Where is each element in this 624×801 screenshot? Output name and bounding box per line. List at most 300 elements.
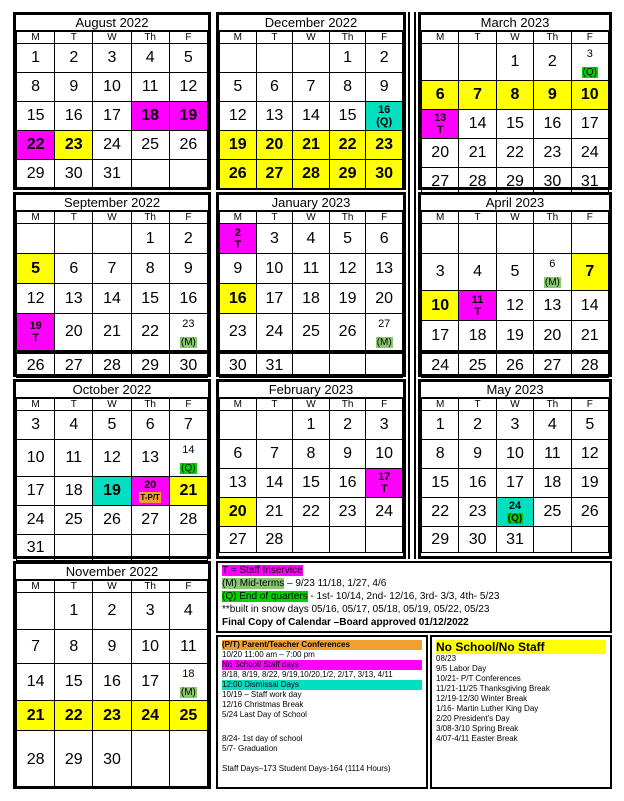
empty-cell <box>220 44 257 73</box>
day-cell: 30 <box>55 160 93 189</box>
day-cell-end-of-quarter <box>169 440 207 477</box>
day-cell: 10 <box>131 630 169 664</box>
dow-label: T <box>55 581 93 593</box>
day-cell: 16 <box>459 469 496 498</box>
day-cell-midterm <box>169 664 207 701</box>
day-cell: 13 <box>534 291 571 321</box>
day-cell: 14 <box>256 469 293 498</box>
day-cell-no-school: 22 <box>329 131 366 160</box>
month-title: November 2022 <box>16 564 208 580</box>
day-cell: 2 <box>55 44 93 73</box>
snow-days-note: **built in snow days 05/16, 05/17, 05/18, 05/19, 05/22, 05/23 <box>222 604 490 615</box>
inservice-mark: T <box>474 305 481 318</box>
day-cell: 1 <box>131 224 169 254</box>
day-cell: 12 <box>93 440 131 477</box>
dow-label: F <box>571 212 608 224</box>
dismissal-item: 10/19 – Staff work day <box>222 690 302 699</box>
empty-cell <box>256 411 293 440</box>
day-cell: 8 <box>293 440 330 469</box>
day-cell: 31 <box>571 168 608 197</box>
day-cell: 4 <box>131 44 169 73</box>
day-cell-no-school: 9 <box>534 81 571 110</box>
day-cell: 30 <box>459 527 496 553</box>
day-cell: 13 <box>55 284 93 314</box>
staff-days-key: No School/ Staff days <box>222 660 422 670</box>
day-cell: 6 <box>131 411 169 440</box>
no-school-item: 9/5 Labor Day <box>436 664 487 673</box>
day-cell: 30 <box>93 731 131 789</box>
graduation-note: 5/7- Graduation <box>222 744 278 753</box>
month-title: February 2023 <box>219 382 403 398</box>
day-cell: 26 <box>93 506 131 535</box>
dow-label: F <box>169 212 207 224</box>
empty-cell <box>17 593 55 630</box>
inservice-mark: T <box>436 124 444 136</box>
dow-label: F <box>571 399 608 411</box>
day-cell: 17 <box>571 110 608 139</box>
day-cell: 17 <box>93 102 131 131</box>
day-cell: 15 <box>131 284 169 314</box>
day-cell-no-school: 5 <box>17 254 55 284</box>
month-grid <box>16 398 208 561</box>
day-cell: 28 <box>571 354 608 378</box>
empty-cell <box>496 224 533 254</box>
dow-label: Th <box>329 399 366 411</box>
empty-cell <box>459 44 496 81</box>
empty-cell <box>534 224 571 254</box>
empty-cell <box>329 354 366 378</box>
day-cell: 2 <box>169 224 207 254</box>
pt-conference-key: (P/T) Parent/Teacher Conferences <box>222 640 422 650</box>
day-cell: 15 <box>422 469 459 498</box>
month-title: August 2022 <box>16 15 208 31</box>
dow-label: W <box>93 581 131 593</box>
staff-days-dates: 8/18, 8/19, 8/22, 9/19,10/20,1/2, 2/17, 3/13, 4/11 <box>222 670 393 679</box>
day-cell: 26 <box>329 314 366 351</box>
day-cell: 7 <box>17 630 55 664</box>
day-cell-no-school: 7 <box>571 254 608 291</box>
midterms-dates: – 9/23 11/18, 1/27, 4/6 <box>284 578 387 589</box>
day-cell: 2 <box>534 44 571 81</box>
dow-label: W <box>93 32 131 44</box>
dow-label: Th <box>131 212 169 224</box>
month-march-2023 <box>418 12 612 190</box>
day-cell: 7 <box>93 254 131 284</box>
month-grid <box>219 211 403 351</box>
no-school-item: 12/19-12/30 Winter Break <box>436 694 528 703</box>
day-cell: 23 <box>329 498 366 527</box>
day-cell-conference <box>131 477 169 506</box>
dow-label: Th <box>534 212 571 224</box>
day-cell: 3 <box>131 593 169 630</box>
day-cell: 20 <box>534 321 571 351</box>
month-grid <box>16 31 208 189</box>
day-cell: 22 <box>131 314 169 351</box>
day-cell: 6 <box>256 73 293 102</box>
month-november-2022 <box>13 561 211 789</box>
day-number: 27 <box>378 318 391 330</box>
month-title: March 2023 <box>421 15 609 31</box>
dow-label: W <box>293 399 330 411</box>
day-cell-no-school: 21 <box>17 701 55 731</box>
dow-label: F <box>571 32 608 44</box>
day-cell-staff-inservice <box>366 469 403 498</box>
day-cell: 8 <box>131 254 169 284</box>
dow-label: M <box>422 212 459 224</box>
dow-label: T <box>256 399 293 411</box>
day-cell: 7 <box>293 73 330 102</box>
day-cell: 3 <box>17 411 55 440</box>
legend-key-box <box>216 635 428 789</box>
day-cell: 10 <box>256 254 293 284</box>
legend-line <box>222 590 606 603</box>
day-cell: 17 <box>422 321 459 351</box>
day-cell: 4 <box>55 411 93 440</box>
day-cell-no-school: 23 <box>93 701 131 731</box>
empty-cell <box>169 731 207 789</box>
day-cell: 18 <box>55 477 93 506</box>
dow-label: Th <box>131 32 169 44</box>
month-grid-last-row <box>16 353 208 378</box>
dow-label: Th <box>131 581 169 593</box>
day-cell: 22 <box>293 498 330 527</box>
empty-cell <box>220 411 257 440</box>
dow-label: F <box>366 32 403 44</box>
day-cell: 8 <box>55 630 93 664</box>
dow-label: T <box>55 32 93 44</box>
empty-cell <box>131 160 169 189</box>
dow-label: M <box>422 32 459 44</box>
day-cell: 8 <box>329 73 366 102</box>
empty-cell <box>422 224 459 254</box>
empty-cell <box>131 731 169 789</box>
dow-label: F <box>169 32 207 44</box>
dow-label: Th <box>534 399 571 411</box>
dow-label: T <box>55 399 93 411</box>
column-divider <box>408 12 416 559</box>
dow-label: T <box>459 399 496 411</box>
day-cell: 20 <box>366 284 403 314</box>
dow-label: M <box>17 32 55 44</box>
day-cell-no-school: 7 <box>459 81 496 110</box>
day-cell: 4 <box>459 254 496 291</box>
day-cell: 12 <box>496 291 533 321</box>
day-cell: 23 <box>534 139 571 168</box>
month-august-2022 <box>13 12 211 190</box>
day-cell: 16 <box>55 102 93 131</box>
day-cell: 21 <box>459 139 496 168</box>
day-cell: 18 <box>534 469 571 498</box>
day-cell: 7 <box>256 440 293 469</box>
day-cell: 30 <box>169 354 207 378</box>
day-cell: 17 <box>496 469 533 498</box>
day-cell: 27 <box>422 168 459 197</box>
month-grid <box>219 31 403 189</box>
day-cell: 10 <box>93 73 131 102</box>
month-grid <box>219 398 403 553</box>
day-cell: 14 <box>459 110 496 139</box>
day-cell: 19 <box>329 284 366 314</box>
month-february-2023 <box>216 379 406 559</box>
month-grid <box>421 211 609 351</box>
day-cell: 29 <box>55 731 93 789</box>
dow-label: F <box>366 399 403 411</box>
day-cell: 13 <box>131 440 169 477</box>
day-number: 14 <box>182 444 195 456</box>
staff-inservice-key: T = Staff Inservice <box>222 565 303 576</box>
day-cell: 16 <box>329 469 366 498</box>
day-cell-no-school: 23 <box>55 131 93 160</box>
day-cell: 27 <box>534 354 571 378</box>
day-cell-no-school: 6 <box>422 81 459 110</box>
day-cell: 14 <box>17 664 55 701</box>
day-cell-end-of-quarter <box>496 498 533 527</box>
day-cell-staff-inservice <box>459 291 496 321</box>
day-cell: 17 <box>17 477 55 506</box>
midterm-tag: (M) <box>180 687 196 698</box>
day-cell: 27 <box>55 354 93 378</box>
day-cell: 24 <box>422 354 459 378</box>
day-cell: 18 <box>459 321 496 351</box>
day-number: 18 <box>182 668 195 680</box>
day-cell-midterm <box>169 314 207 351</box>
totals-note: Staff Days–173 Student Days-164 (1114 Hours) <box>222 764 391 773</box>
day-cell-no-school: 16 <box>220 284 257 314</box>
dismissal-item: 12/16 Christmas Break <box>222 700 304 709</box>
dow-label: W <box>293 32 330 44</box>
day-number: 20 <box>144 479 157 491</box>
day-cell: 1 <box>293 411 330 440</box>
day-cell: 27 <box>131 506 169 535</box>
no-school-header: No School/No Staff <box>436 640 606 654</box>
month-april-2023 <box>418 192 612 377</box>
day-cell-no-school: 30 <box>366 160 403 189</box>
day-cell: 25 <box>459 354 496 378</box>
day-cell-no-school: 28 <box>293 160 330 189</box>
dow-label: M <box>422 399 459 411</box>
day-cell: 8 <box>422 440 459 469</box>
empty-cell <box>293 527 330 553</box>
day-cell: 9 <box>220 254 257 284</box>
day-cell: 3 <box>422 254 459 291</box>
empty-cell <box>17 224 55 254</box>
day-cell-end-of-quarter <box>366 102 403 131</box>
day-cell-staff-day: 19 <box>169 102 207 131</box>
quarter-tag: (Q) <box>376 116 393 128</box>
day-cell: 31 <box>496 527 533 553</box>
day-cell: 14 <box>571 291 608 321</box>
day-cell-no-school: 10 <box>571 81 608 110</box>
day-cell-staff-inservice <box>220 224 257 254</box>
day-cell: 12 <box>571 440 608 469</box>
first-day-note: 8/24- 1st day of school <box>222 734 303 743</box>
month-grid <box>421 31 609 197</box>
day-cell: 20 <box>55 314 93 351</box>
day-number: 17 <box>378 471 391 483</box>
empty-cell <box>329 527 366 553</box>
day-cell: 2 <box>329 411 366 440</box>
day-cell: 9 <box>55 73 93 102</box>
legend-line <box>222 564 606 577</box>
day-cell: 13 <box>366 254 403 284</box>
day-cell-no-school: 29 <box>329 160 366 189</box>
day-cell: 12 <box>17 284 55 314</box>
day-cell: 5 <box>93 411 131 440</box>
empty-cell <box>131 535 169 561</box>
legend-main <box>216 561 612 633</box>
no-school-item: 08/23 <box>436 654 457 663</box>
empty-cell <box>571 527 608 553</box>
day-cell: 26 <box>17 354 55 378</box>
day-cell: 1 <box>496 44 533 81</box>
day-cell: 9 <box>169 254 207 284</box>
dismissal-key: 12:00 Dismissal Days <box>222 680 422 690</box>
dow-label: M <box>220 212 257 224</box>
day-cell: 3 <box>256 224 293 254</box>
day-cell: 23 <box>459 498 496 527</box>
day-cell: 22 <box>422 498 459 527</box>
day-cell: 31 <box>256 354 293 378</box>
day-cell: 15 <box>55 664 93 701</box>
dow-label: M <box>17 212 55 224</box>
day-cell: 4 <box>293 224 330 254</box>
day-cell: 28 <box>256 527 293 553</box>
day-cell: 24 <box>571 139 608 168</box>
day-cell: 31 <box>93 160 131 189</box>
dow-label: Th <box>534 32 571 44</box>
day-cell: 11 <box>55 440 93 477</box>
day-cell: 2 <box>459 411 496 440</box>
day-cell: 16 <box>169 284 207 314</box>
day-cell: 21 <box>571 321 608 351</box>
day-cell: 6 <box>366 224 403 254</box>
day-cell: 25 <box>534 498 571 527</box>
month-title: January 2023 <box>219 195 403 211</box>
dow-label: F <box>169 581 207 593</box>
day-cell: 24 <box>366 498 403 527</box>
day-cell: 10 <box>17 440 55 477</box>
day-cell: 5 <box>220 73 257 102</box>
quarter-tag: (Q) <box>582 67 597 78</box>
empty-cell <box>55 535 93 561</box>
day-cell-no-school: 25 <box>169 701 207 731</box>
day-cell: 25 <box>131 131 169 160</box>
day-cell-no-school: 26 <box>220 160 257 189</box>
day-cell: 28 <box>169 506 207 535</box>
dow-label: Th <box>329 32 366 44</box>
day-cell: 2 <box>366 44 403 73</box>
day-cell: 15 <box>329 102 366 131</box>
day-cell: 21 <box>256 498 293 527</box>
day-cell: 28 <box>17 731 55 789</box>
month-grid <box>421 398 609 553</box>
day-cell: 29 <box>131 354 169 378</box>
day-cell: 3 <box>93 44 131 73</box>
day-number: 3 <box>586 48 593 60</box>
day-cell: 12 <box>329 254 366 284</box>
day-cell: 1 <box>329 44 366 73</box>
day-cell: 14 <box>93 284 131 314</box>
empty-cell <box>55 224 93 254</box>
empty-cell <box>93 535 131 561</box>
day-cell: 22 <box>496 139 533 168</box>
day-cell-no-school: 24 <box>131 701 169 731</box>
no-school-item: 2/20 President's Day <box>436 714 510 723</box>
dow-label: T <box>256 212 293 224</box>
no-school-item: 3/08-3/10 Spring Break <box>436 724 519 733</box>
quarters-key: (Q) End of quarters <box>222 591 308 602</box>
day-number: 13 <box>434 112 447 124</box>
day-cell-staff-day: 22 <box>17 131 55 160</box>
day-cell-staff-inservice <box>422 110 459 139</box>
dow-label: F <box>366 212 403 224</box>
day-cell-staff-day: 18 <box>131 102 169 131</box>
no-school-list-box <box>430 635 612 789</box>
day-cell: 28 <box>93 354 131 378</box>
dow-label: Th <box>131 399 169 411</box>
month-january-2023 <box>216 192 406 377</box>
day-cell: 7 <box>169 411 207 440</box>
day-cell: 1 <box>55 593 93 630</box>
day-cell: 9 <box>459 440 496 469</box>
day-cell: 24 <box>93 131 131 160</box>
quarters-dates: - 1st- 10/14, 2nd- 12/16, 3rd- 3/3, 4th- 5/23 <box>307 591 500 602</box>
dow-label: T <box>256 32 293 44</box>
month-december-2022 <box>216 12 406 190</box>
day-number: 23 <box>182 318 195 330</box>
day-cell: 27 <box>220 527 257 553</box>
day-cell: 11 <box>169 630 207 664</box>
day-cell: 24 <box>17 506 55 535</box>
empty-cell <box>366 527 403 553</box>
day-cell: 16 <box>534 110 571 139</box>
day-cell: 29 <box>496 168 533 197</box>
day-cell: 12 <box>169 73 207 102</box>
day-number: 6 <box>549 258 556 270</box>
day-cell-no-school: 20 <box>220 498 257 527</box>
day-cell: 14 <box>293 102 330 131</box>
inservice-mark: T <box>380 483 388 495</box>
empty-cell <box>169 160 207 189</box>
day-cell-end-of-quarter <box>571 44 608 81</box>
dow-label: M <box>17 399 55 411</box>
day-number: 16 <box>378 104 391 116</box>
day-cell-no-school: 20 <box>256 131 293 160</box>
day-cell: 29 <box>17 160 55 189</box>
empty-cell <box>459 224 496 254</box>
day-cell-no-school: 21 <box>169 477 207 506</box>
midterm-tag: (M) <box>180 337 196 348</box>
day-cell: 11 <box>534 440 571 469</box>
dow-label: M <box>220 399 257 411</box>
day-cell-no-school: 8 <box>496 81 533 110</box>
day-number: 19 <box>29 320 42 332</box>
month-september-2022 <box>13 192 211 377</box>
day-cell: 15 <box>293 469 330 498</box>
inservice-mark: T <box>32 332 39 344</box>
empty-cell <box>169 535 207 561</box>
day-cell: 19 <box>571 469 608 498</box>
empty-cell <box>293 44 330 73</box>
day-cell: 20 <box>422 139 459 168</box>
day-cell: 5 <box>169 44 207 73</box>
dow-label: M <box>17 581 55 593</box>
day-cell: 4 <box>534 411 571 440</box>
day-cell: 15 <box>17 102 55 131</box>
day-number: 11 <box>471 293 484 306</box>
day-cell-staff-inservice <box>17 314 55 351</box>
day-cell: 9 <box>93 630 131 664</box>
